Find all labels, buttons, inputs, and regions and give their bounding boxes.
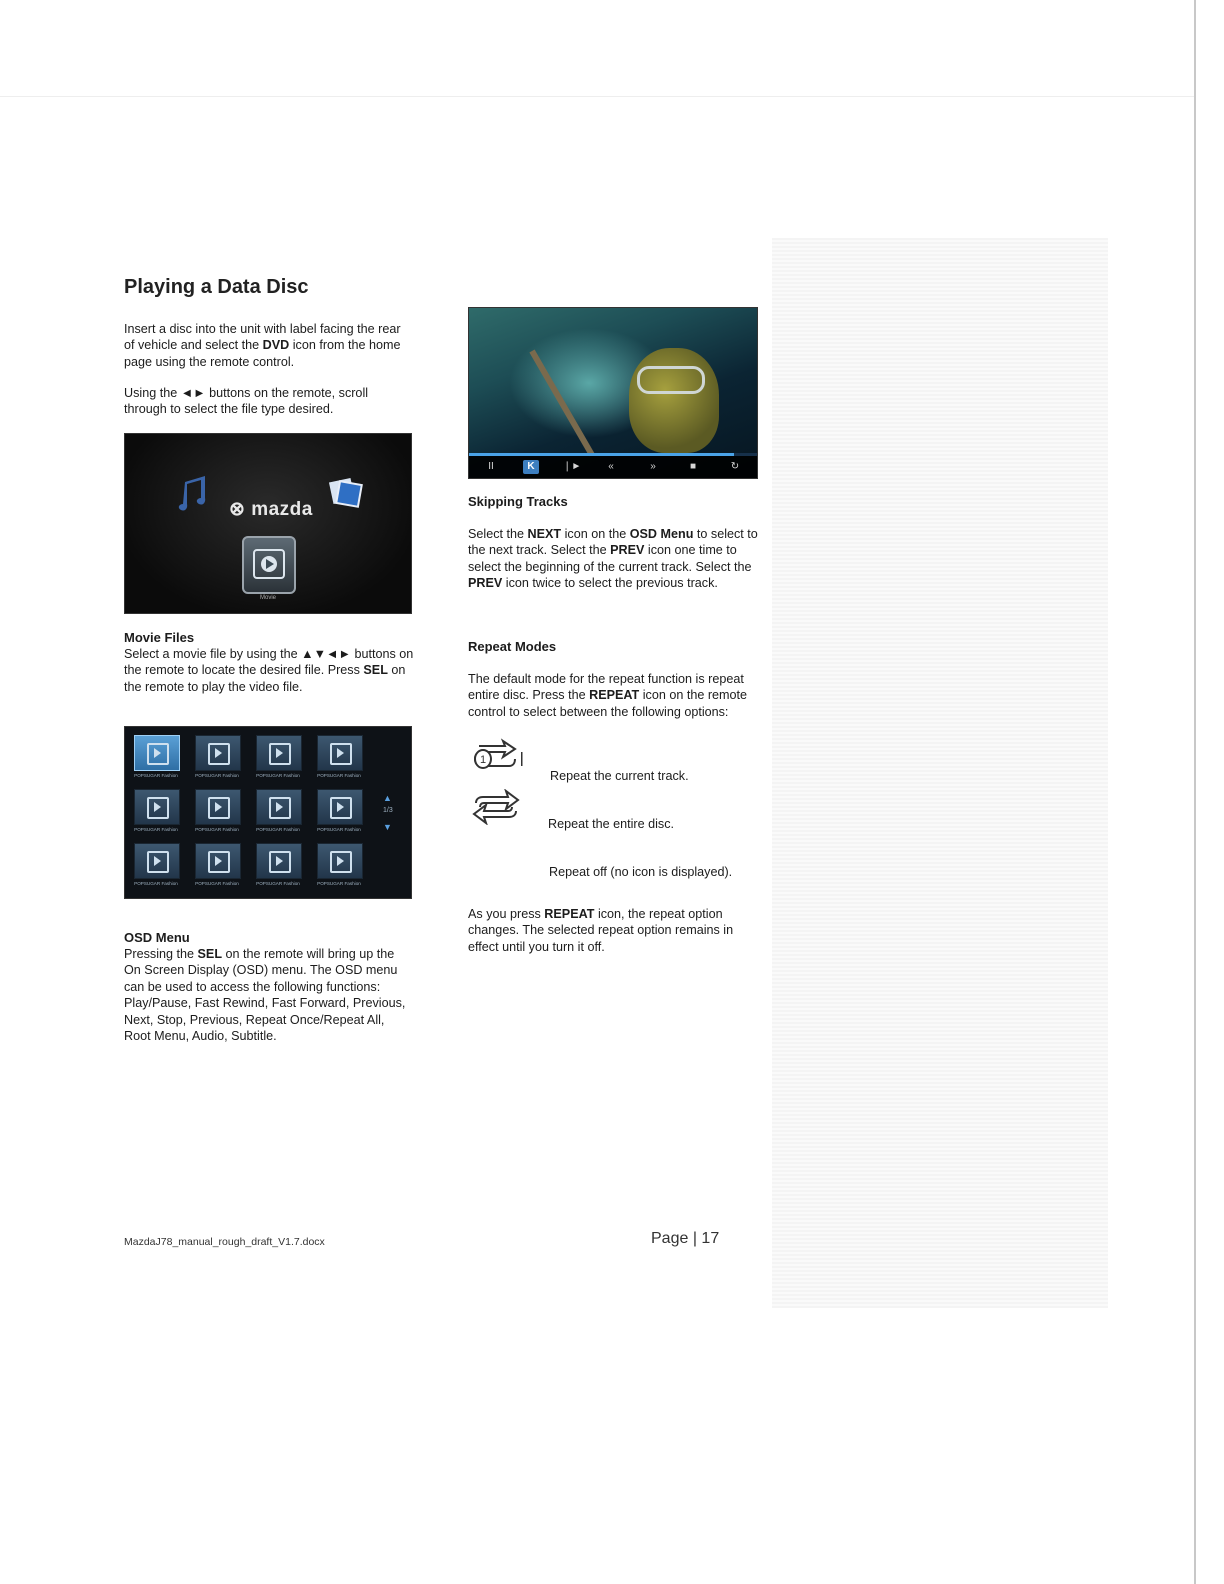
repeat-modes-heading: Repeat Modes [468, 639, 557, 654]
footer-page-number: Page | 17 [651, 1230, 720, 1247]
file-label: POPSUGAR Fashion [256, 881, 300, 886]
mazda-logo: ⊗ mazda [229, 499, 313, 520]
osd-menu-bar [469, 456, 757, 478]
file-label: POPSUGAR Fashion [317, 773, 361, 778]
file-tile[interactable] [134, 789, 180, 825]
movie-playback-image [468, 307, 758, 479]
rewind-icon[interactable]: « [608, 461, 614, 472]
music-icon [175, 474, 209, 514]
file-label: POPSUGAR Fashion [195, 881, 239, 886]
repeat-disc-text: Repeat the entire disc. [548, 817, 675, 831]
file-label: POPSUGAR Fashion [317, 881, 361, 886]
file-tile[interactable] [195, 735, 241, 771]
file-tile[interactable] [134, 843, 180, 879]
repeat-track-icon [469, 738, 523, 774]
page-title: Playing a Data Disc [124, 276, 309, 298]
repeat-track-number: 1 [479, 754, 487, 766]
page-edge [1194, 0, 1196, 1584]
play-pause-icon[interactable]: II [488, 461, 494, 472]
repeat-closing-paragraph: As you press REPEAT icon, the repeat option changes. The selected repeat option remains in effect until you turn it off. [468, 907, 734, 954]
file-label: POPSUGAR Fashion [256, 773, 300, 778]
page-down-arrow[interactable]: ▼ [383, 822, 392, 832]
file-tile[interactable] [317, 789, 363, 825]
file-tile[interactable] [256, 843, 302, 879]
page-up-arrow[interactable]: ▲ [383, 793, 392, 803]
file-tile[interactable] [256, 735, 302, 771]
photos-icon [329, 474, 363, 510]
repeat-modes-paragraph: The default mode for the repeat function is repeat entire disc. Press the REPEAT icon on the remote control to select between the following options: [468, 672, 748, 719]
file-label: POPSUGAR Fashion [317, 827, 361, 832]
prev-icon[interactable]: K [523, 460, 539, 474]
file-tile[interactable] [195, 843, 241, 879]
repeat-icon[interactable]: ↻ [730, 461, 740, 472]
footer-filename: MazdaJ78_manual_rough_draft_V1.7.docx [124, 1236, 325, 1248]
file-tile[interactable] [134, 735, 180, 771]
repeat-disc-icon [470, 789, 522, 825]
scan-shading [772, 238, 1108, 1308]
movie-files-paragraph: Select a movie file by using the ▲▼◄► buttons on the remote to locate the desired file. Press SEL on the remote to play the video file. [124, 647, 414, 694]
top-rule [0, 96, 1194, 97]
file-tile[interactable] [317, 843, 363, 879]
file-tile[interactable] [256, 789, 302, 825]
movie-icon[interactable] [242, 536, 296, 594]
movie-files-heading: Movie Files [124, 630, 195, 645]
repeat-off-text: Repeat off (no icon is displayed). [549, 865, 733, 879]
repeat-track-text: Repeat the current track. [550, 769, 689, 783]
file-label: POPSUGAR Fashion [134, 773, 178, 778]
skipping-tracks-heading: Skipping Tracks [468, 494, 568, 509]
file-tile[interactable] [317, 735, 363, 771]
osd-menu-heading: OSD Menu [124, 930, 190, 945]
movie-icon-label: Movie [259, 595, 276, 601]
next-icon[interactable]: ❘► [563, 461, 582, 472]
intro-paragraph: Insert a disc into the unit with label facing the rear of vehicle and select the DVD icon from the home page using the remote control. [124, 322, 401, 369]
home-screen-image [124, 433, 412, 614]
file-label: POPSUGAR Fashion [134, 881, 178, 886]
file-label: POPSUGAR Fashion [134, 827, 178, 832]
scroll-paragraph: Using the ◄► buttons on the remote, scroll through to select the file type desired. [124, 386, 369, 417]
skipping-tracks-paragraph: Select the NEXT icon on the OSD Menu to select to the next track. Select the PREV icon one time to select the beginning of the current track. Select the PREV icon twice to select the previous track. [468, 527, 758, 591]
file-label: POPSUGAR Fashion [256, 827, 300, 832]
file-label: POPSUGAR Fashion [195, 827, 239, 832]
file-tile[interactable] [195, 789, 241, 825]
page-indicator: 1/3 [383, 807, 393, 814]
movie-file-grid [124, 726, 412, 899]
stop-icon[interactable]: ■ [689, 461, 697, 472]
file-label: POPSUGAR Fashion [195, 773, 239, 778]
osd-menu-paragraph: Pressing the SEL on the remote will bring up the On Screen Display (OSD) menu. The OSD menu can be used to access the following functions: Play/Pause, Fast Rewind, Fast Forward, Previous, Next, Stop, Previous, Repeat Once/Repeat All, Root Menu, Audio, Subtitle. [124, 947, 406, 1044]
fast-forward-icon[interactable]: » [650, 461, 656, 472]
